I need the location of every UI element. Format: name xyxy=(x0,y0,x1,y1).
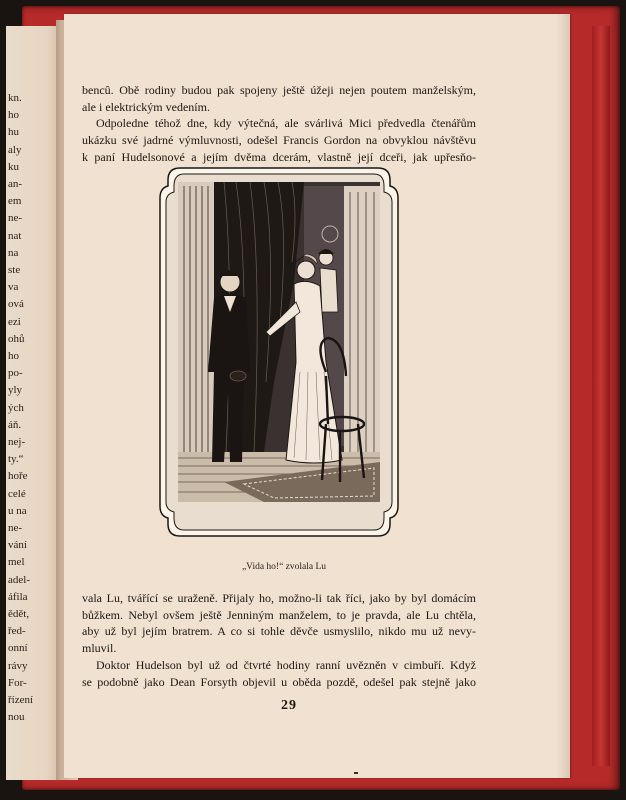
cover-spine-edge xyxy=(592,26,610,766)
left-page-text-fragment: ho xyxy=(8,350,19,362)
left-page-text-fragment: řed- xyxy=(8,625,26,638)
text-line: ale i elektrickým vedením. xyxy=(82,99,210,114)
left-page-text-fragment: na xyxy=(8,246,19,259)
left-page-text-fragment: vání xyxy=(8,539,27,552)
left-page-text-fragment: adel- xyxy=(8,573,30,586)
left-page-text-fragment: ste xyxy=(8,264,21,276)
left-page-text-fragment: ne- xyxy=(8,212,23,225)
left-page-text-fragment: rávy xyxy=(8,659,28,672)
left-page-text-fragment: hu xyxy=(8,126,19,139)
text-line: Odpoledne téhož dne, kdy výtečná, ale svárlivá Mici předvedla čtenářům xyxy=(96,116,476,131)
left-page-text-fragment: va xyxy=(8,281,19,294)
left-page-text-fragment: po- xyxy=(8,367,23,380)
illustration-caption: „Vida ho!“ zvolala Lu xyxy=(241,562,327,572)
left-page-text-fragment: mel xyxy=(8,556,25,569)
left-page-text-fragment: ezi xyxy=(8,315,21,328)
left-page-text-fragment: ová xyxy=(8,298,24,311)
left-page-text-fragment: ohů xyxy=(8,332,25,345)
left-page-text-fragment: u na xyxy=(8,504,27,517)
page-number: 29 xyxy=(281,698,297,713)
left-page-text-fragment: ědět, xyxy=(8,608,30,620)
left-page-text-fragment: řízení xyxy=(8,694,34,706)
left-page-text-fragment: áň. xyxy=(8,418,22,431)
left-page-text-fragment: celé xyxy=(8,487,26,500)
left-page-text-fragment: nat xyxy=(8,229,22,242)
left-page-text-fragment: nou xyxy=(8,711,25,724)
engraving-image xyxy=(154,162,404,542)
text-line: aby už byl jejím bratrem. A co si tohle děvče usmyslilo, nikdo mu už nevy- xyxy=(82,624,476,639)
left-page-text-fragment: ne- xyxy=(8,522,23,534)
left-page-text-fragment: hoře xyxy=(8,470,28,483)
illustration-engraving xyxy=(154,162,404,542)
text-line: Doktor Hudelson byl už od čtvrté hodiny ranní uvězněn v cimbuří. Když xyxy=(96,657,476,672)
text-line: k paní Hudelsonové a jejím dvěma dcerám, vlastně její dceři, jak upřesňo- xyxy=(82,149,476,164)
left-page-text-fragment: em xyxy=(8,195,22,208)
left-page-text-fragment: yly xyxy=(8,384,23,397)
page-shade xyxy=(556,14,570,778)
text-line: mluvil. xyxy=(82,641,117,656)
text-line: bencû. Obě rodiny budou pak spojeny ještě úžeji nejen poutem manželským, xyxy=(82,83,476,97)
top-paragraphs xyxy=(82,82,476,166)
left-page-text-fragment: ty.“ xyxy=(8,453,24,466)
left-page-text-fragment: kn. xyxy=(8,92,22,104)
left-page-text-fragment: an- xyxy=(8,178,23,190)
ink-speck xyxy=(354,772,358,774)
left-page-text-fragment: áfila xyxy=(8,590,28,603)
left-page-text-fragment: nej- xyxy=(8,436,26,448)
right-page xyxy=(64,14,570,778)
left-page-text-fragment: aly xyxy=(8,143,22,156)
text-line: ukázku své jadrné výmluvnosti, odešel Francis Gordon na obvyklou návštěvu xyxy=(82,133,476,148)
left-page-text-fragment: ých xyxy=(8,401,24,414)
left-page-text-fragment: For- xyxy=(8,676,27,689)
text-line: se podobně jako Dean Forsyth objevil u oběda pozdě, odešel pak stejně jako xyxy=(82,674,476,689)
left-page-text-fragment: ho xyxy=(8,109,19,122)
bottom-paragraphs xyxy=(82,590,476,690)
text-line: vala Lu, tvářící se uraženě. Přijaly ho, možno-li tak říci, jako by byl domácím xyxy=(82,591,476,605)
left-page-text-fragment: onní xyxy=(8,642,28,655)
text-line: bůžkem. Nebyl ovšem ještě Jenniným manželem, to je pravda, ale Lu chtěla, xyxy=(82,607,476,622)
left-page-text-fragment: ku xyxy=(8,160,19,173)
